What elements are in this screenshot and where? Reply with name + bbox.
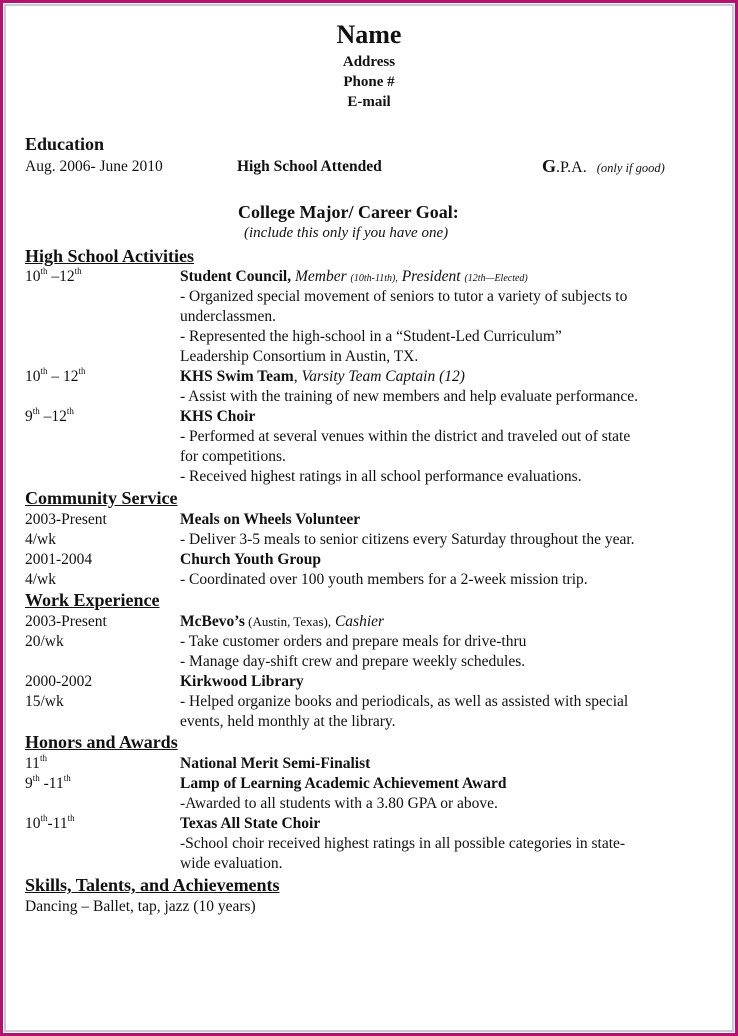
choir-line-1: - Performed at several venues within the district and traveled out of state (180, 428, 631, 445)
career-goal-note: (include this only if you have one) (244, 225, 449, 241)
choir-award-line-2: wide evaluation. (180, 855, 283, 872)
choir-award-dates: 10th-11th (25, 812, 75, 832)
header-phone: Phone # (343, 74, 395, 90)
choir-heading: KHS Choir (180, 408, 256, 425)
resume-page (6, 6, 732, 1030)
kirkwood-heading: Kirkwood Library (180, 673, 304, 690)
section-title-community: Community Service (25, 488, 178, 508)
choir-line-3: - Received highest ratings in all school performance evaluations. (180, 468, 582, 485)
meals-hours: 4/wk (25, 531, 56, 548)
section-title-skills: Skills, Talents, and Achievements (25, 875, 280, 895)
kirkwood-line-1: - Helped organize books and periodicals, as well as assisted with special (180, 693, 629, 710)
church-hours: 4/wk (25, 571, 56, 588)
swim-line-1: - Assist with the training of new members and help evaluate performance. (180, 388, 638, 405)
mcbevos-line-2: - Manage day-shift crew and prepare weekly schedules. (180, 653, 526, 670)
gpa-rest: .P.A. (556, 159, 587, 176)
sc-line-2: underclassmen. (180, 308, 276, 325)
gpa-g: G (542, 156, 557, 176)
kirkwood-dates: 2000-2002 (25, 673, 93, 690)
sc-line-1: - Organized special movement of seniors to tutor a variety of subjects to (180, 288, 628, 305)
merit-heading: National Merit Semi-Finalist (180, 755, 371, 772)
header-email: E-mail (347, 94, 391, 110)
choir-dates: 9th –12th (25, 405, 74, 425)
kirkwood-line-2: events, held monthly at the library. (180, 713, 396, 730)
choir-award-line-1: -School choir received highest ratings in all possible categories in state- (180, 835, 626, 852)
kirkwood-hours: 15/wk (25, 693, 64, 710)
header-address: Address (342, 54, 396, 70)
swim-heading: KHS Swim Team, Varsity Team Captain (12) (180, 368, 465, 385)
header-name: Name (336, 20, 402, 49)
church-line-1: - Coordinated over 100 youth members for a 2-week mission trip. (180, 571, 588, 588)
education-dates: Aug. 2006- June 2010 (25, 158, 163, 175)
education-gpa (542, 156, 665, 177)
skills-line-1: Dancing – Ballet, tap, jazz (10 years) (25, 898, 256, 915)
mcbevos-line-1: - Take customer orders and prepare meals for drive-thru (180, 633, 527, 650)
sc-heading: Student Council, Member (10th-11th), President (12th—Elected) (180, 268, 528, 285)
section-title-education: Education (25, 134, 105, 154)
meals-line-1: - Deliver 3-5 meals to senior citizens every Saturday throughout the year. (180, 531, 635, 548)
choir-award-heading: Texas All State Choir (180, 815, 321, 832)
section-title-honors: Honors and Awards (25, 732, 178, 752)
mcbevos-heading: McBevo’s (Austin, Texas), Cashier (180, 613, 385, 630)
section-title-work: Work Experience (25, 590, 160, 610)
swim-dates: 10th – 12th (25, 365, 86, 385)
sc-line-4: Leadership Consortium in Austin, TX. (180, 348, 419, 365)
lamp-line-1: -Awarded to all students with a 3.80 GPA or above. (180, 795, 498, 812)
church-heading: Church Youth Group (180, 551, 321, 568)
lamp-dates: 9th -11th (25, 772, 71, 792)
mcbevos-hours: 20/wk (25, 633, 64, 650)
career-goal-title: College Major/ Career Goal: (238, 202, 459, 222)
mcbevos-dates: 2003-Present (25, 613, 107, 630)
church-dates: 2001-2004 (25, 551, 93, 568)
meals-dates: 2003-Present (25, 511, 107, 528)
meals-heading: Meals on Wheels Volunteer (180, 511, 361, 528)
section-title-activities: High School Activities (25, 246, 195, 266)
sc-dates: 10th –12th (25, 265, 82, 285)
education-school: High School Attended (237, 158, 382, 175)
gpa-note: (only if good) (596, 161, 665, 175)
choir-line-2: for competitions. (180, 448, 286, 465)
merit-dates: 11th (25, 752, 47, 772)
sc-line-3: - Represented the high-school in a “Student-Led Curriculum” (180, 328, 562, 345)
lamp-heading: Lamp of Learning Academic Achievement Award (180, 775, 507, 792)
